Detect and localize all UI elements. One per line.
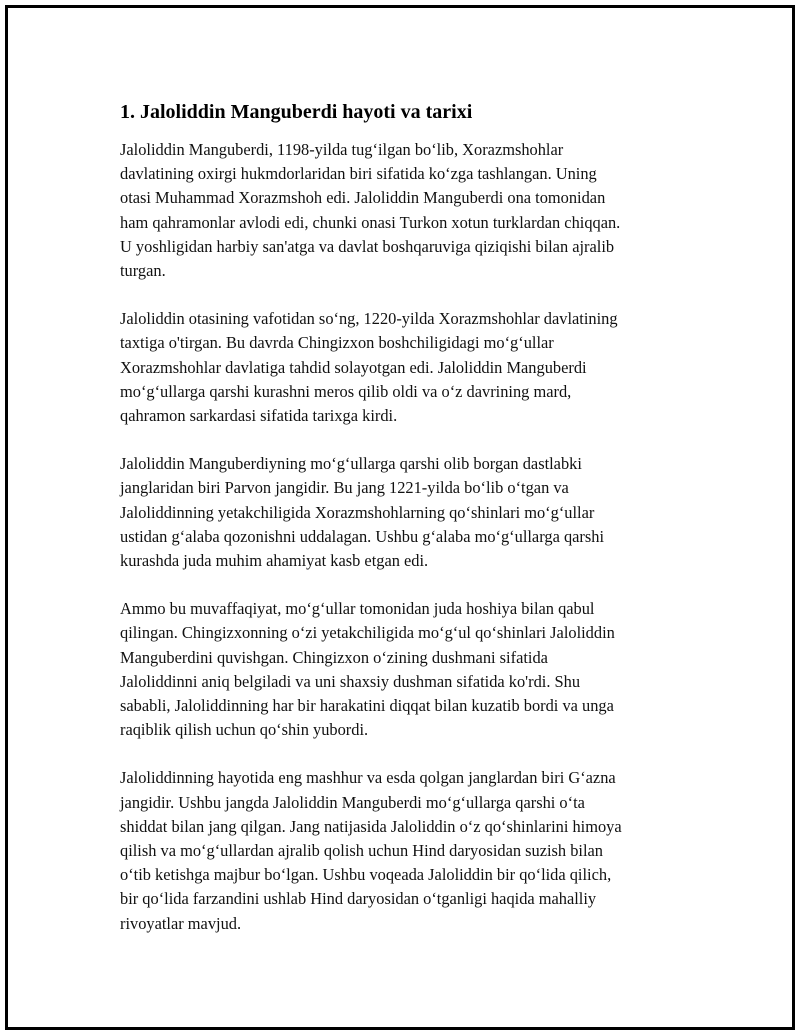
- paragraph: [120, 138, 700, 283]
- text-line: Jaloliddin Manguberdiyning mo‘g‘ullarga qarshi olib borgan dastlabki: [120, 454, 582, 474]
- text-line: turgan.: [120, 261, 166, 281]
- text-line: o‘tib ketishga majbur bo‘lgan. Ushbu voqeada Jaloliddin bir qo‘lida qilich,: [120, 865, 612, 885]
- text-line: ustidan g‘alaba qozonishni uddalagan. Ushbu g‘alaba mo‘g‘ullarga qarshi: [120, 526, 604, 546]
- paragraph: [120, 766, 700, 935]
- text-line: Xorazmshohlar davlatiga tahdid solayotgan edi. Jaloliddin Manguberdi: [120, 357, 587, 377]
- page-frame: [5, 5, 795, 1030]
- paragraph: [120, 307, 700, 428]
- text-line: sababli, Jaloliddinning har bir harakatini diqqat bilan kuzatib bordi va unga: [120, 696, 614, 716]
- text-line: shiddat bilan jang qilgan. Jang natijasida Jaloliddin o‘z qo‘shinlarini himoya: [120, 816, 622, 836]
- text-line: otasi Muhammad Xorazmshoh edi. Jaloliddin Manguberdi ona tomonidan: [120, 188, 606, 208]
- text-line: Jaloliddinning hayotida eng mashhur va esda qolgan janglardan biri G‘azna: [120, 768, 616, 788]
- text-line: Jaloliddinni aniq belgiladi va uni shaxsiy dushman sifatida ko'rdi. Shu: [120, 671, 581, 691]
- text-line: jangidir. Ushbu jangda Jaloliddin Manguberdi mo‘g‘ullarga qarshi o‘ta: [120, 792, 585, 812]
- document-body: [120, 98, 700, 960]
- paragraph: [120, 452, 700, 573]
- text-line: bir qo‘lida farzandini ushlab Hind daryosidan o‘tganligi haqida mahalliy: [120, 889, 597, 909]
- text-line: kurashda juda muhim ahamiyat kasb etgan edi.: [120, 551, 429, 571]
- text-line: Ammo bu muvaffaqiyat, mo‘g‘ullar tomonidan juda hoshiya bilan qabul: [120, 599, 595, 619]
- text-line: Jaloliddin otasining vafotidan so‘ng, 1220-yilda Xorazmshohlar davlatining: [120, 309, 618, 329]
- text-line: taxtiga o'tirgan. Bu davrda Chingizxon boshchiligidagi mo‘g‘ullar: [120, 333, 554, 353]
- text-line: davlatining oxirgi hukmdorlaridan biri sifatida ko‘zga tashlangan. Uning: [120, 164, 597, 184]
- text-line: qilish va mo‘g‘ullardan ajralib qolish uchun Hind daryosidan suzish bilan: [120, 841, 603, 861]
- text-line: Jaloliddinning yetakchiligida Xorazmshohlarning qo‘shinlari mo‘g‘ullar: [120, 502, 595, 522]
- text-line: raqiblik qilish uchun qo‘shin yubordi.: [120, 720, 369, 740]
- text-line: ham qahramonlar avlodi edi, chunki onasi Turkon xotun turklardan chiqqan.: [120, 212, 621, 232]
- text-line: qilingan. Chingizxonning o‘zi yetakchiligida mo‘g‘ul qo‘shinlari Jaloliddin: [120, 623, 615, 643]
- text-line: rivoyatlar mavjud.: [120, 913, 242, 933]
- text-line: janglaridan biri Parvon jangidir. Bu jang 1221-yilda bo‘lib o‘tgan va: [120, 478, 569, 498]
- text-line: Jaloliddin Manguberdi, 1198-yilda tug‘ilgan bo‘lib, Xorazmshohlar: [120, 140, 564, 159]
- text-line: U yoshligidan harbiy san'atga va davlat boshqaruviga qiziqishi bilan ajralib: [120, 236, 615, 256]
- text-line: mo‘g‘ullarga qarshi kurashni meros qilib oldi va o‘z davrining mard,: [120, 381, 572, 401]
- document-title: 1. Jaloliddin Manguberdi hayoti va tarixi: [120, 101, 473, 123]
- text-line: Manguberdini quvishgan. Chingizxon o‘zining dushmani sifatida: [120, 647, 548, 667]
- paragraph: [120, 597, 700, 742]
- text-line: qahramon sarkardasi sifatida tarixga kirdi.: [120, 406, 398, 426]
